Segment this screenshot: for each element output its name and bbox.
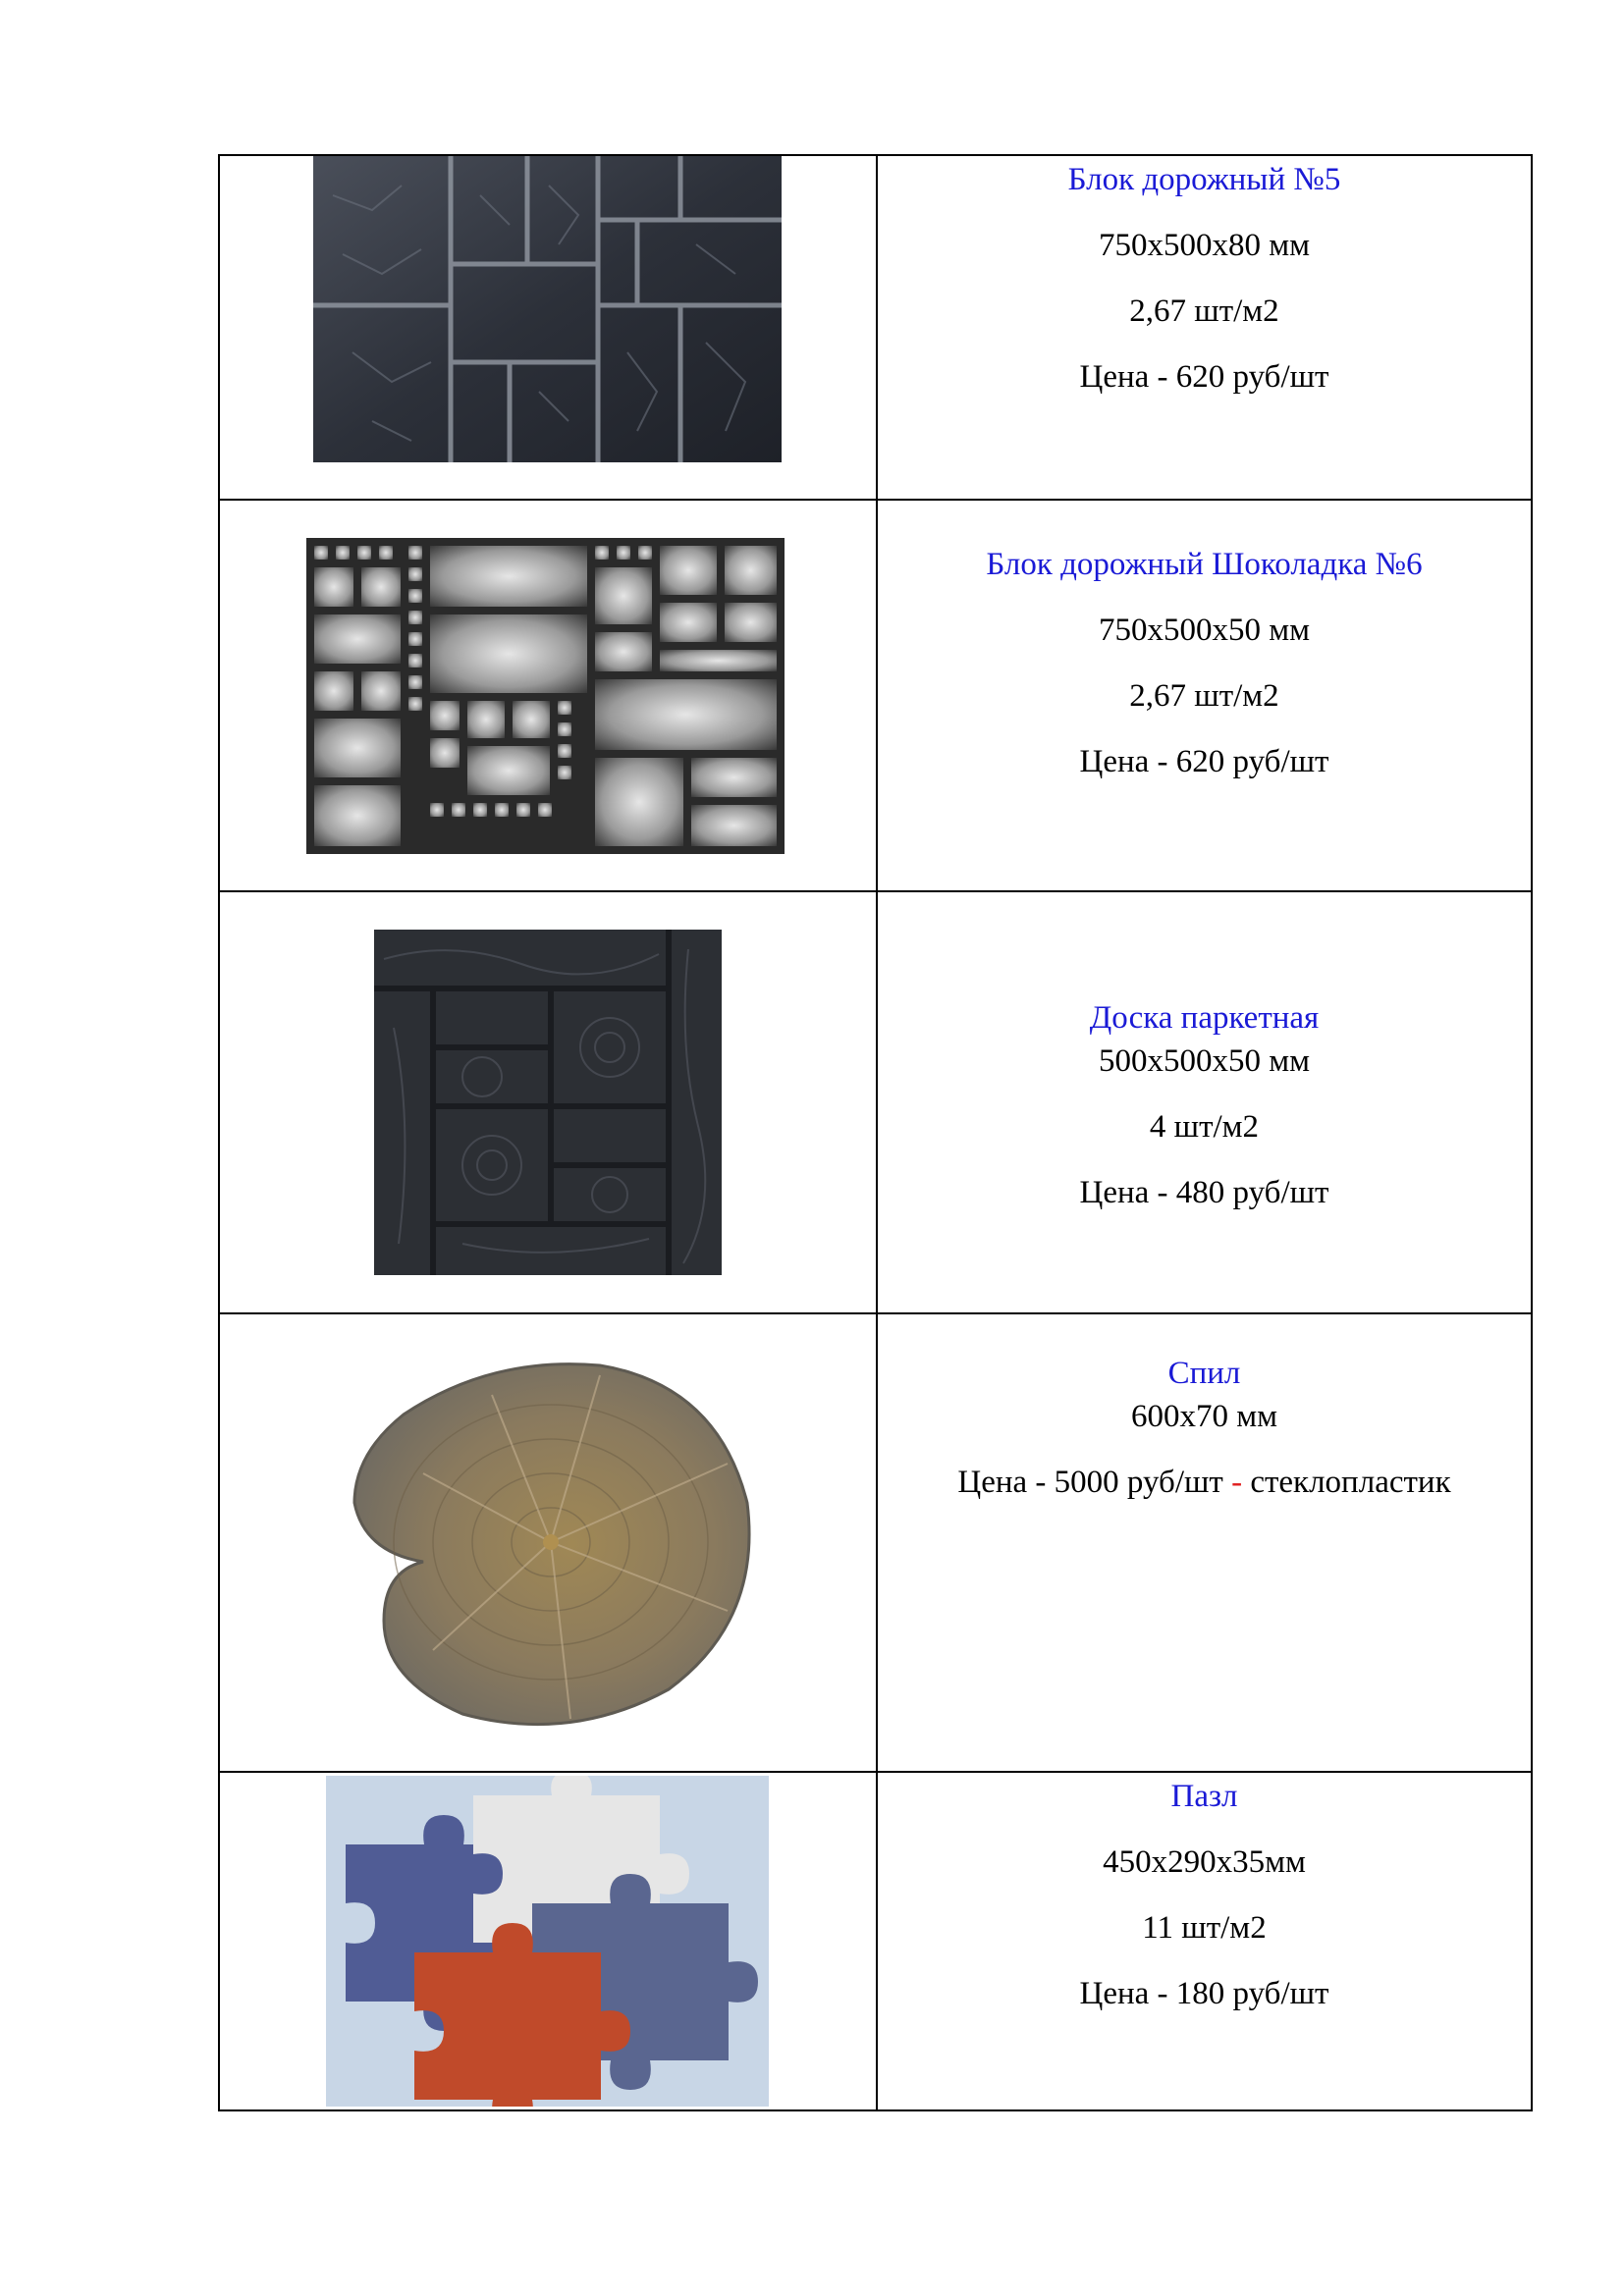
product-row — [219, 155, 1532, 500]
chocolate-pattern-tile-image — [306, 538, 785, 854]
product-price: Цена - 620 руб/шт — [1079, 744, 1329, 780]
product-name: Пазл — [1170, 1778, 1238, 1814]
product-material: стеклопластик — [1250, 1464, 1451, 1500]
product-price-line — [878, 1463, 1531, 1502]
product-size: 750х500х50 мм — [1098, 613, 1310, 649]
product-image-cell — [219, 1313, 877, 1772]
product-price: Цена - 180 руб/шт — [1079, 1975, 1329, 2011]
product-info-cell — [877, 1313, 1532, 1772]
product-image-cell — [219, 891, 877, 1312]
product-info-cell — [877, 155, 1532, 500]
product-row — [219, 1772, 1532, 2110]
product-row — [219, 1313, 1532, 1772]
product-per-m2: 11 шт/м2 — [1142, 1909, 1267, 1946]
product-name: Доска паркетная — [1089, 1000, 1320, 1037]
product-info-cell — [877, 891, 1532, 1312]
product-row — [219, 891, 1532, 1312]
product-per-m2: 2,67 шт/м2 — [1129, 678, 1279, 715]
product-size: 500х500х50 мм — [1098, 1043, 1310, 1080]
product-size: 450х290х35мм — [1103, 1843, 1306, 1880]
product-table — [218, 154, 1533, 2111]
stone-texture-tile-image — [313, 156, 782, 462]
puzzle-tile-image — [326, 1776, 769, 2107]
product-name: Спил — [1167, 1355, 1241, 1391]
product-price: Цена - 480 руб/шт — [1079, 1175, 1329, 1211]
parquet-wood-tile-image — [374, 930, 722, 1275]
product-info-cell — [877, 1772, 1532, 2110]
product-size: 600х70 мм — [1130, 1398, 1277, 1434]
product-info-cell — [877, 500, 1532, 891]
product-image-cell — [219, 1772, 877, 2110]
product-per-m2: 2,67 шт/м2 — [1129, 294, 1279, 329]
product-image-cell — [219, 155, 877, 500]
product-size: 750х500х80 мм — [1098, 228, 1310, 263]
log-cut-tile-image — [345, 1356, 756, 1729]
product-row — [219, 500, 1532, 891]
product-per-m2: 4 шт/м2 — [1149, 1109, 1260, 1146]
product-name: Блок дорожный Шоколадка №6 — [986, 547, 1423, 583]
price-separator: - — [1222, 1464, 1251, 1500]
product-price: Цена - 5000 руб/шт — [957, 1464, 1223, 1500]
product-price: Цена - 620 руб/шт — [1079, 359, 1329, 395]
product-image-cell — [219, 500, 877, 891]
product-name: Блок дорожный №5 — [1067, 162, 1341, 197]
